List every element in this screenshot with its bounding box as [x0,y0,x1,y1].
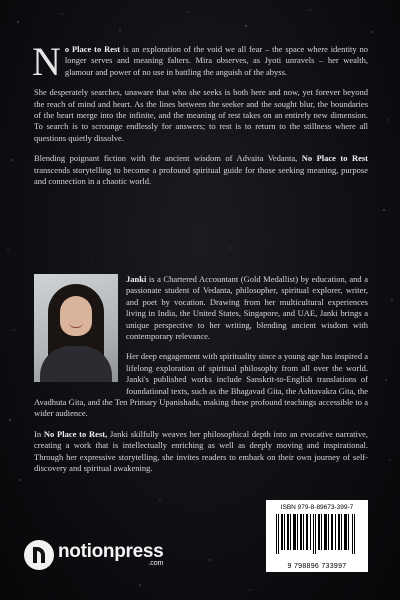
publisher-name: notionpress [58,541,164,562]
drop-cap: N [32,39,61,84]
barcode-icon [272,514,362,560]
synopsis-paragraph-3 [34,153,368,187]
author-bio-paragraph-3 [34,429,368,475]
synopsis-text: transcends storytelling to become a profound spiritual guide for those seeking meaning, purpose and connection in a chaotic world. [34,164,368,187]
author-bio-text: In [34,428,44,439]
publisher-wordmark [58,543,163,567]
author-name: Janki [126,274,147,284]
author-bio-text: is a Chartered Accountant (Gold Medallist) by education, and a passionate student of Vedanta, philosopher, spiritual explorer, writer, and poet by vocation. Drawing from her multicultural experiences living in India, the United States, Singapore, and UAE, Janki brings a unique perspective to her writing, blending ancient wisdom with contemporary relevance. [126,274,368,342]
author-photo [34,274,118,382]
author-bio-paragraph-2: Her deep engagement with spirituality since a young age has inspired a lifelong exploration of spiritual philosophy from all over the world. Janki's published works include Sanskrit-to-English translations of foundational texts, such as the Bhagavad Gita, the Ashtavakra Gita, the Avadhuta Gita, and the Ten Primary Upanishads, making these profound teachings accessible to a wider audience. [34,351,368,419]
publisher-suffix: .com [148,560,164,567]
synopsis-paragraph-2: She desperately searches, unaware that who she seeks is both here and now, yet forever beyond the reach of mind and heart. As the lines between the seeker and the sought blur, the boundaries of the heart merge into the infinite, and the meaning of rest takes on an entirely new dimension. To search is to scrounge endlessly for answers; to rest is to return to the stillness where all questions quietly dissolve. [34,87,368,143]
isbn-label: ISBN 979-8-89673-399-7 [280,504,354,511]
synopsis-paragraph-1 [32,39,369,84]
book-title-inline: o Place to Rest [64,44,121,54]
publisher-logo [24,540,163,570]
book-title-inline: No Place to Rest [301,153,369,164]
book-title-inline: No Place to Rest, [43,428,108,439]
author-section [34,274,368,484]
synopsis-text: is an exploration of the void we all fear – the space where identity no longer serves and meaning falters. Mira observes, as Jyoti unravels – her wealth, glamour and power of no use in battling the anguish of the abyss. [64,44,369,77]
notionpress-logo-icon [24,540,54,570]
barcode-number: 9 798896 733997 [287,563,347,570]
author-bio-text: Janki skilfully weaves her philosophical depth into an evocative narrative, creating a work that is intellectually enriching as well as deeply moving and inspirational. Through her expressive storytelling, she invites readers to embark on their own journey of self-discovery and spiritual awakening. [34,428,368,474]
synopsis-text: Blending poignant fiction with the ancient wisdom of Advaita Vedanta, [34,153,302,164]
synopsis [32,39,369,187]
isbn-barcode-box [266,500,368,572]
